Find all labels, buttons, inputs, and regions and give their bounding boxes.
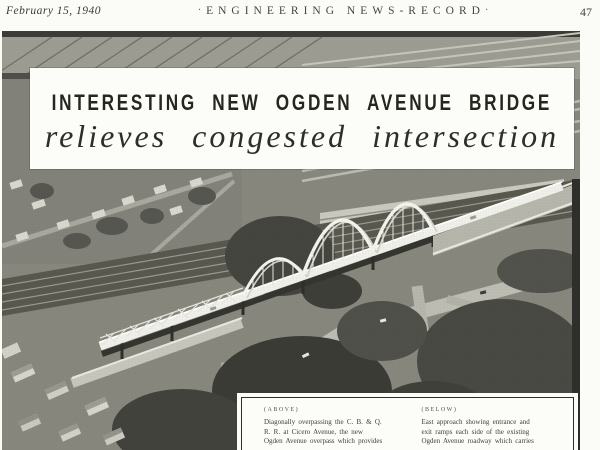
caption-below-line: Ogden Avenue roadway which carries [421, 437, 534, 445]
caption-above-line: Ogden Avenue overpass which provides [264, 437, 383, 445]
headline-title: INTERESTING NEW OGDEN AVENUE BRIDGE [51, 89, 553, 115]
caption-below-line: East approach showing entrance and [421, 418, 530, 426]
caption-above-label: (ABOVE) [264, 407, 300, 413]
headline-box [30, 68, 574, 169]
masthead-right-dot: · [484, 5, 494, 16]
caption-above-line: Diagonally overpassing the C. B. & Q. [264, 418, 382, 426]
masthead-left-dot: · [197, 5, 207, 16]
page-number: 47 [579, 5, 592, 19]
publication-title: ENGINEERING NEWS-RECORD [206, 5, 485, 17]
caption-below [422, 407, 564, 450]
caption-above-line: R. R. at Cicero Avenue, the new [264, 427, 363, 436]
headline-subtitle: relieves congested intersection [44, 117, 560, 154]
page-header [0, 0, 600, 26]
caption-box [237, 393, 578, 450]
caption-box-border [241, 397, 574, 450]
masthead [188, 5, 494, 17]
caption-below-label: (BELOW) [421, 407, 458, 413]
caption-below-line: exit ramps each side of the existing [421, 427, 530, 436]
caption-above [264, 407, 406, 450]
aerial-photo [2, 31, 580, 450]
issue-date: February 15, 1940 [6, 5, 102, 17]
